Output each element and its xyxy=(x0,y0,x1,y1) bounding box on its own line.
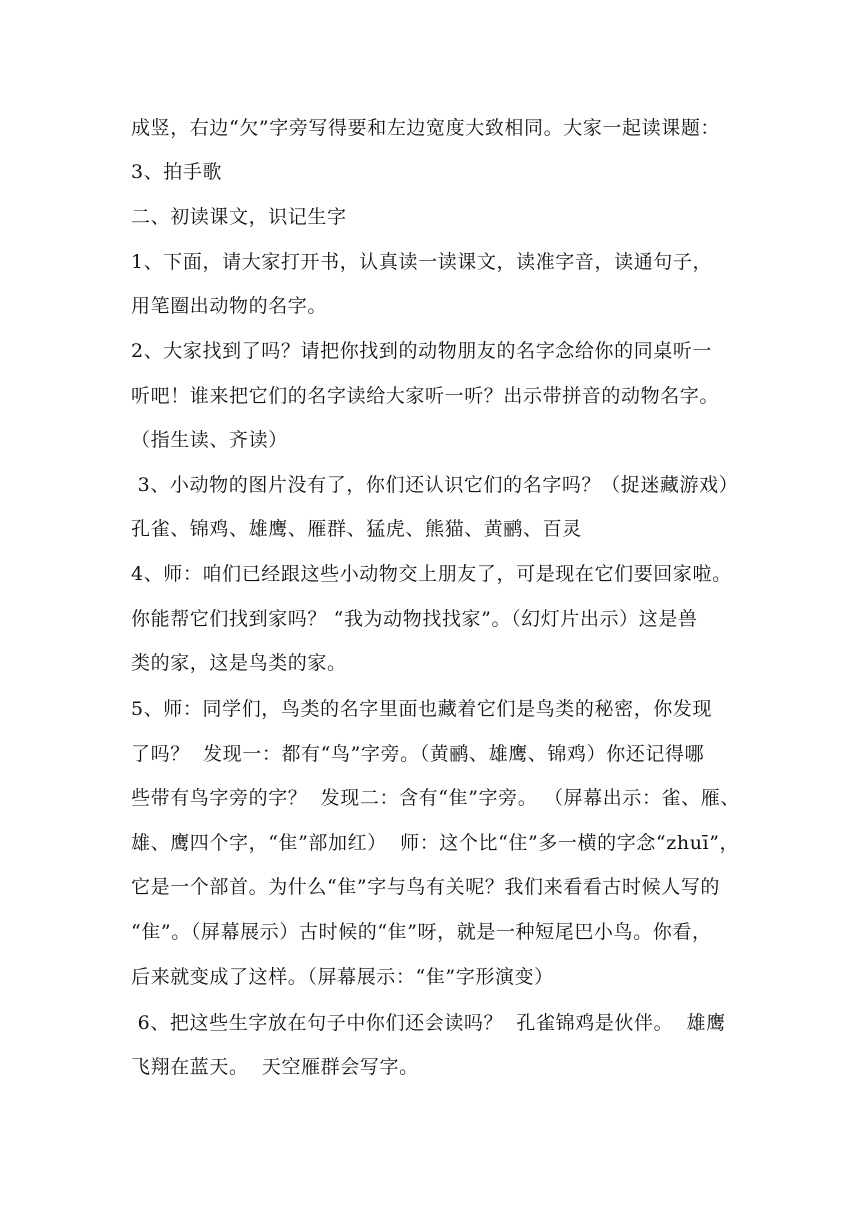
text-line: 飞翔在蓝天。 天空雁群会写字。 xyxy=(131,1056,419,1078)
text-line: 5、师：同学们，鸟类的名字里面也藏着它们是鸟类的秘密，你发现 xyxy=(131,698,713,720)
text-line: 1、下面，请大家打开书，认真读一读课文，读准字音，读通句子， xyxy=(131,251,713,273)
text-line: “隹”。（屏幕展示）古时候的“隹”呀，就是一种短尾巴小鸟。你看， xyxy=(131,921,712,943)
text-line: 2、大家找到了吗？请把你找到的动物朋友的名字念给你的同桌听一 xyxy=(131,340,713,362)
text-line: 6、把这些生字放在句子中你们还会读吗？ 孔雀锦鸡是伙伴。 雄鹰 xyxy=(131,1012,726,1034)
text-line: 雄、鹰四个字，“隹”部加红） 师：这个比“住”多一横的字念“zhuī”， xyxy=(131,832,740,854)
text-line: 类的家，这是鸟类的家。 xyxy=(131,652,347,674)
text-line: 你能帮它们找到家吗？ “我为动物找找家”。（幻灯片出示）这是兽 xyxy=(131,608,698,630)
text-line: （指生读、齐读） xyxy=(131,429,288,451)
text-line: 孔雀、锦鸡、雄鹰、雁群、猛虎、熊猫、黄鹂、百灵 xyxy=(131,518,582,540)
text-line: 3、小动物的图片没有了，你们还认识它们的名字吗？（捉迷藏游戏） xyxy=(131,474,739,496)
text-line: 它是一个部首。为什么“隹”字与鸟有关呢？我们来看看古时候人写的 xyxy=(131,876,721,898)
text-line: 4、师：咱们已经跟这些小动物交上朋友了，可是现在它们要回家啦。 xyxy=(131,563,732,585)
text-line: 用笔圈出动物的名字。 xyxy=(131,295,328,317)
text-line: 听吧！谁来把它们的名字读给大家听一听？出示带拼音的动物名字。 xyxy=(131,385,720,407)
text-line: 了吗？ 发现一：都有“鸟”字旁。（黄鹂、雄鹰、锦鸡）你还记得哪 xyxy=(131,743,705,765)
text-line: 后来就变成了这样。（屏幕展示：“隹”字形演变） xyxy=(131,966,554,988)
text-line: 3、拍手歌 xyxy=(131,161,223,183)
text-line: 些带有鸟字旁的字？ 发现二：含有“隹”字旁。 （屏幕出示：雀、雁、 xyxy=(131,787,740,809)
section-heading: 二、初读课文，识记生字 xyxy=(131,206,347,228)
text-line: 成竖，右边“欠”字旁写得要和左边宽度大致相同。大家一起读课题： xyxy=(131,117,721,139)
